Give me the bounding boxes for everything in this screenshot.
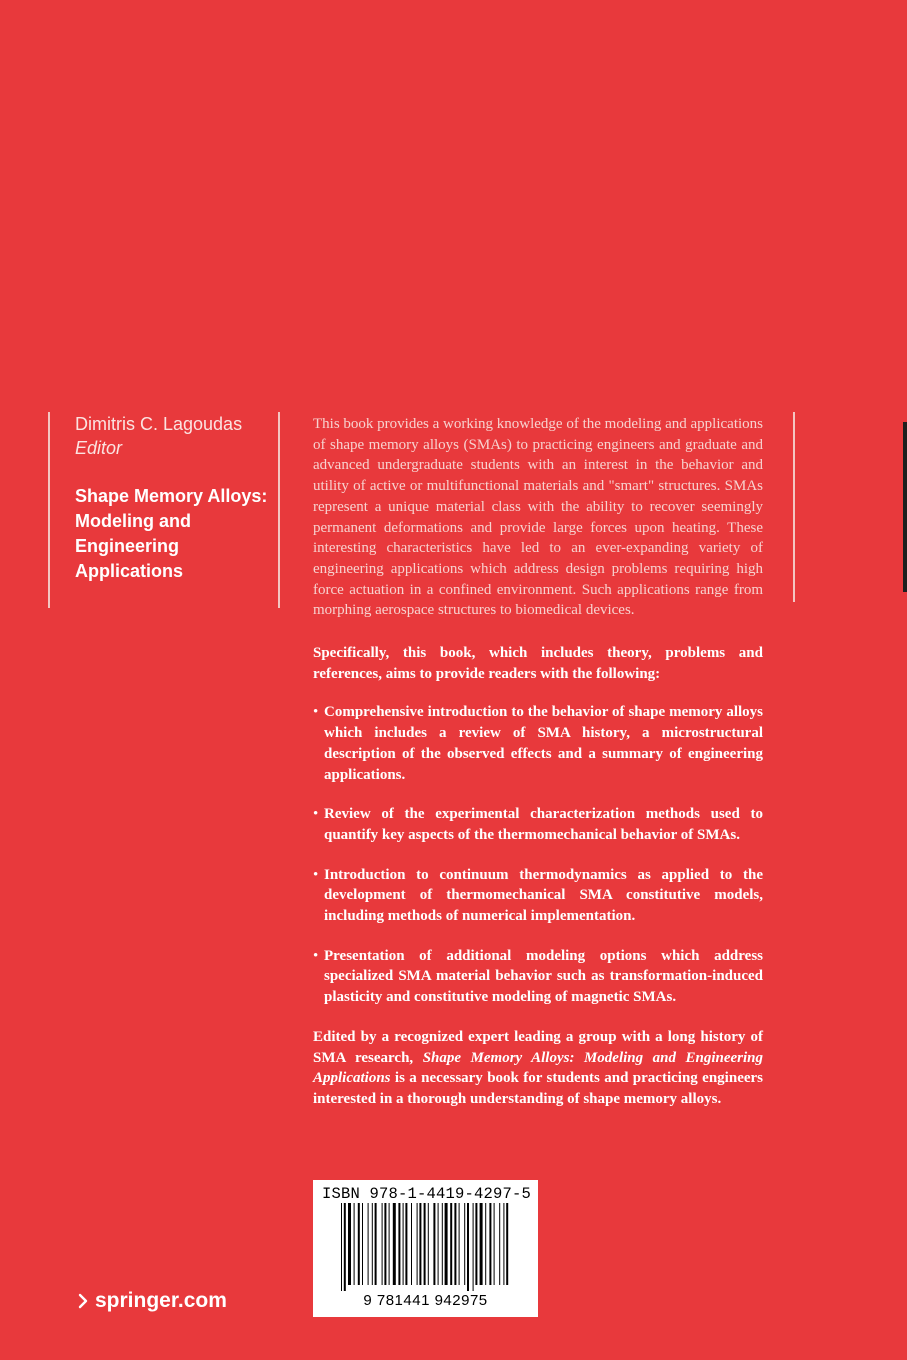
- closing-text-start: Edited by a recognized expert leading a group with a long history of SMA research,: [313, 1028, 763, 1066]
- editor-role: Editor: [75, 438, 123, 458]
- blurb-column: [313, 414, 763, 1110]
- bullet-icon: •: [313, 866, 319, 883]
- closing-text-end: is a necessary book for students and practicing engineers interested in a thorough understanding of shape memory alloys.: [313, 1070, 763, 1107]
- closing-book-title: Shape Memory Alloys: Modeling and Engineering Applications: [313, 1049, 763, 1087]
- isbn-barcode: [313, 1180, 538, 1317]
- isbn-label: ISBN 978-1-4419-4297-5: [322, 1185, 532, 1203]
- list-item: [313, 804, 763, 845]
- left-divider-line: [48, 412, 50, 608]
- springer-website-link[interactable]: [78, 1289, 227, 1313]
- intro-paragraph: Specifically, this book, which includes theory, problems and references, aims to provide readers with the following:: [313, 645, 763, 682]
- list-item: [313, 702, 763, 785]
- page-edge-shadow: [903, 422, 907, 592]
- list-item-text: Comprehensive introduction to the behavior of shape memory alloys which includes a review of SMA history, a microstructural description of the observed effects and a summary of engineering applications.: [324, 704, 763, 783]
- book-title: [75, 484, 275, 584]
- bullet-icon: •: [313, 806, 319, 823]
- book-title-line: Engineering: [75, 536, 180, 556]
- list-item: [313, 865, 763, 927]
- book-title-line: Shape Memory Alloys:: [75, 486, 268, 506]
- closing-paragraph: [313, 1027, 763, 1110]
- book-title-line: Modeling and: [75, 511, 191, 531]
- list-item-text: Review of the experimental characterization methods used to quantify key aspects of the thermomechanical behavior of SMAs.: [324, 806, 763, 843]
- list-item-text: Introduction to continuum thermodynamics as applied to the development of thermomechanical SMA constitutive models, including methods of numerical implementation.: [324, 866, 763, 925]
- barcode-icon: [341, 1203, 511, 1291]
- feature-list: [313, 702, 763, 1007]
- middle-divider-line: [278, 412, 280, 608]
- bullet-icon: •: [313, 947, 319, 964]
- editor-block: [75, 412, 275, 584]
- list-item-text: Presentation of additional modeling options which address specialized SMA material behavior such as transformation-induced plasticity and constitutive modeling of magnetic SMAs.: [324, 947, 763, 1006]
- editor-name: Dimitris C. Lagoudas: [75, 414, 243, 434]
- list-item: [313, 946, 763, 1008]
- book-title-line: Applications: [75, 561, 184, 581]
- right-divider-line: [793, 412, 795, 602]
- description-paragraph: This book provides a working knowledge of the modeling and applications of shape memory alloys (SMAs) to practicing engineers and graduate and advanced undergraduate students with an interest in the behavior and utility of active or multifunctional materials and "smart" structures. SMAs represent a unique material class with the ability to recover seemingly permanent deformations and provide large forces upon heating. These interesting characteristics have led to an ever-expanding variety of engineering applications which address design problems requiring high force actuation in a confined environment. Such applications range from morphing aerospace structures to biomedical devices.: [313, 416, 763, 619]
- springer-website-text: springer.com: [95, 1289, 227, 1312]
- bullet-icon: •: [313, 704, 319, 721]
- chevron-right-icon: [78, 1293, 88, 1309]
- barcode-digits: 9 781441 942975: [363, 1292, 488, 1309]
